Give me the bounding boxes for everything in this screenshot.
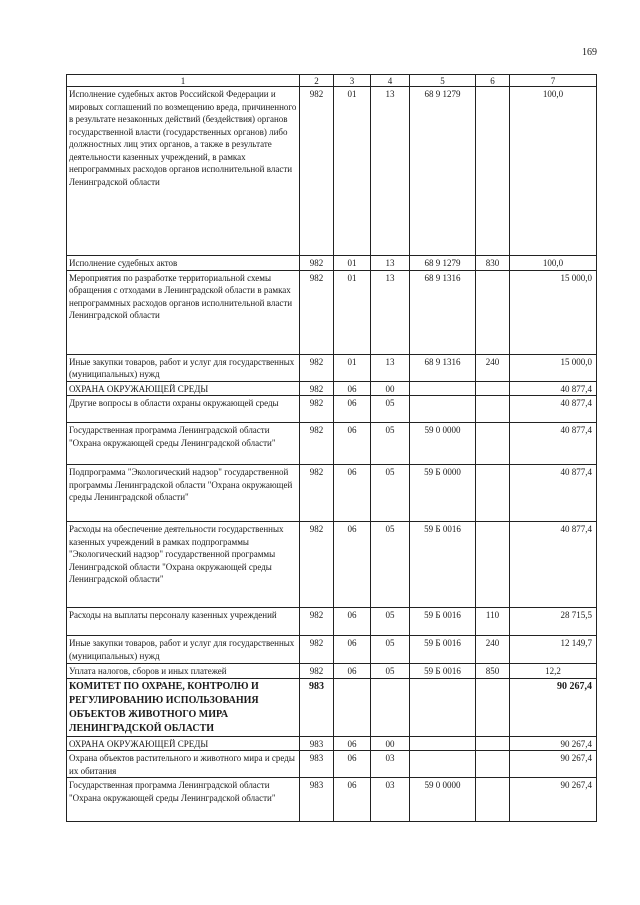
row-name: Расходы на обеспечение деятельности государственных казенных учреждений в рамках подпрограммы "Экологический надзор" государственной программы Ленинградской области "Охрана окружающей среды Ленинградской области" (67, 522, 300, 608)
cell-csr: 68 9 1279 (410, 87, 476, 256)
cell-rz: 06 (334, 664, 371, 679)
row-name: Государственная программа Ленинградской области "Охрана окружающей среды Ленинградской области" (67, 423, 300, 465)
table-row (67, 636, 597, 664)
row-name: ОХРАНА ОКРУЖАЮЩЕЙ СРЕДЫ (67, 381, 300, 396)
page-number: 169 (582, 47, 597, 58)
cell-grbs: 982 (300, 381, 334, 396)
table-row (67, 270, 597, 354)
cell-csr: 59 Б 0016 (410, 522, 476, 608)
cell-grbs: 982 (300, 636, 334, 664)
cell-pr: 00 (371, 381, 410, 396)
cell-grbs: 983 (300, 751, 334, 778)
cell-vr: 240 (476, 354, 510, 381)
cell-sum: 40 877,4 (510, 522, 597, 608)
cell-vr: 830 (476, 256, 510, 271)
cell-sum: 40 877,4 (510, 381, 597, 396)
table-row-committee (67, 678, 597, 736)
cell-sum: 40 877,4 (510, 396, 597, 423)
cell-sum: 15 000,0 (510, 270, 597, 354)
cell-csr: 59 Б 0016 (410, 664, 476, 679)
cell-pr: 13 (371, 354, 410, 381)
cell-csr (410, 736, 476, 751)
cell-vr: 850 (476, 664, 510, 679)
row-name: ОХРАНА ОКРУЖАЮЩЕЙ СРЕДЫ (67, 736, 300, 751)
budget-table (66, 74, 597, 822)
cell-rz: 06 (334, 381, 371, 396)
cell-vr: 240 (476, 636, 510, 664)
table-row (67, 664, 597, 679)
column-header: 4 (371, 75, 410, 87)
cell-vr (476, 423, 510, 465)
cell-vr: 110 (476, 608, 510, 636)
row-name: Подпрограмма "Экологический надзор" государственной программы Ленинградской области "Охрана окружающей среды Ленинградской области" (67, 465, 300, 522)
cell-vr (476, 778, 510, 822)
cell-pr: 13 (371, 87, 410, 256)
cell-rz: 01 (334, 87, 371, 256)
table-row (67, 354, 597, 381)
cell-vr (476, 87, 510, 256)
cell-csr (410, 678, 476, 736)
table-row (67, 423, 597, 465)
table-row (67, 608, 597, 636)
cell-pr: 13 (371, 270, 410, 354)
row-name: Исполнение судебных актов Российской Федерации и мировых соглашений по возмещению вреда, причиненного в результате незаконных действий (бездействия) органов государственной власти (государственных органов) либо должностных лиц этих органов, а также в результате деятельности казенных учреждений, в рамках непрограммных расходов органов исполнительной власти Ленинградской области (67, 87, 300, 256)
cell-grbs: 982 (300, 270, 334, 354)
column-header: 6 (476, 75, 510, 87)
table-header-row (67, 75, 597, 87)
cell-rz: 06 (334, 736, 371, 751)
cell-grbs: 982 (300, 87, 334, 256)
cell-vr (476, 396, 510, 423)
table-row (67, 778, 597, 822)
column-header: 5 (410, 75, 476, 87)
cell-pr: 05 (371, 522, 410, 608)
cell-grbs: 983 (300, 778, 334, 822)
cell-vr (476, 381, 510, 396)
row-name: Расходы на выплаты персоналу казенных учреждений (67, 608, 300, 636)
cell-rz: 06 (334, 608, 371, 636)
row-name: КОМИТЕТ ПО ОХРАНЕ, КОНТРОЛЮ И РЕГУЛИРОВАНИЮ ИСПОЛЬЗОВАНИЯ ОБЪЕКТОВ ЖИВОТНОГО МИРА ЛЕНИНГРАДСКОЙ ОБЛАСТИ (67, 678, 300, 736)
cell-grbs: 982 (300, 423, 334, 465)
row-name: Другие вопросы в области охраны окружающей среды (67, 396, 300, 423)
row-name: Охрана объектов растительного и животного мира и среды их обитания (67, 751, 300, 778)
cell-pr: 05 (371, 636, 410, 664)
table-row (67, 87, 597, 256)
cell-pr (371, 678, 410, 736)
cell-csr (410, 751, 476, 778)
cell-sum: 100,0 (510, 87, 597, 256)
cell-pr: 05 (371, 396, 410, 423)
cell-rz: 01 (334, 256, 371, 271)
cell-csr: 59 0 0000 (410, 423, 476, 465)
cell-csr: 59 Б 0016 (410, 636, 476, 664)
row-name: Государственная программа Ленинградской области "Охрана окружающей среды Ленинградской области" (67, 778, 300, 822)
cell-rz: 01 (334, 354, 371, 381)
row-name: Исполнение судебных актов (67, 256, 300, 271)
cell-sum: 90 267,4 (510, 678, 597, 736)
cell-csr: 59 0 0000 (410, 778, 476, 822)
table-row (67, 751, 597, 778)
cell-rz: 06 (334, 778, 371, 822)
cell-csr: 68 9 1316 (410, 270, 476, 354)
cell-csr (410, 396, 476, 423)
column-header: 3 (334, 75, 371, 87)
cell-pr: 13 (371, 256, 410, 271)
cell-rz: 06 (334, 396, 371, 423)
row-name: Уплата налогов, сборов и иных платежей (67, 664, 300, 679)
cell-vr (476, 465, 510, 522)
table-row (67, 381, 597, 396)
cell-pr: 03 (371, 751, 410, 778)
cell-csr: 59 Б 0016 (410, 608, 476, 636)
cell-vr (476, 751, 510, 778)
table-row (67, 736, 597, 751)
row-name: Мероприятия по разработке территориальной схемы обращения с отходами в Ленинградской области в рамках непрограммных расходов органов исполнительной власти Ленинградской области (67, 270, 300, 354)
cell-vr (476, 678, 510, 736)
cell-sum: 90 267,4 (510, 736, 597, 751)
row-name: Иные закупки товаров, работ и услуг для государственных (муниципальных) нужд (67, 636, 300, 664)
table-row (67, 465, 597, 522)
cell-rz: 06 (334, 423, 371, 465)
cell-grbs: 983 (300, 736, 334, 751)
cell-grbs: 982 (300, 522, 334, 608)
cell-vr (476, 736, 510, 751)
cell-pr: 00 (371, 736, 410, 751)
cell-grbs: 982 (300, 396, 334, 423)
cell-rz: 01 (334, 270, 371, 354)
table-row (67, 256, 597, 271)
cell-sum: 90 267,4 (510, 751, 597, 778)
cell-pr: 03 (371, 778, 410, 822)
cell-csr: 68 9 1316 (410, 354, 476, 381)
cell-rz: 06 (334, 465, 371, 522)
cell-grbs: 983 (300, 678, 334, 736)
cell-grbs: 982 (300, 256, 334, 271)
cell-pr: 05 (371, 465, 410, 522)
table-row (67, 396, 597, 423)
cell-grbs: 982 (300, 608, 334, 636)
cell-rz: 06 (334, 636, 371, 664)
cell-vr (476, 270, 510, 354)
cell-sum: 15 000,0 (510, 354, 597, 381)
cell-sum: 90 267,4 (510, 778, 597, 822)
table-row (67, 522, 597, 608)
cell-pr: 05 (371, 664, 410, 679)
cell-pr: 05 (371, 608, 410, 636)
cell-grbs: 982 (300, 354, 334, 381)
cell-rz: 06 (334, 751, 371, 778)
cell-csr: 59 Б 0000 (410, 465, 476, 522)
column-header: 7 (510, 75, 597, 87)
column-header: 1 (67, 75, 300, 87)
cell-pr: 05 (371, 423, 410, 465)
cell-sum: 28 715,5 (510, 608, 597, 636)
cell-csr (410, 381, 476, 396)
cell-csr: 68 9 1279 (410, 256, 476, 271)
cell-sum: 12 149,7 (510, 636, 597, 664)
cell-grbs: 982 (300, 465, 334, 522)
cell-grbs: 982 (300, 664, 334, 679)
row-name: Иные закупки товаров, работ и услуг для государственных (муниципальных) нужд (67, 354, 300, 381)
cell-sum: 40 877,4 (510, 423, 597, 465)
cell-sum: 100,0 (510, 256, 597, 271)
cell-vr (476, 522, 510, 608)
column-header: 2 (300, 75, 334, 87)
cell-rz (334, 678, 371, 736)
cell-sum: 40 877,4 (510, 465, 597, 522)
cell-rz: 06 (334, 522, 371, 608)
cell-sum: 12,2 (510, 664, 597, 679)
